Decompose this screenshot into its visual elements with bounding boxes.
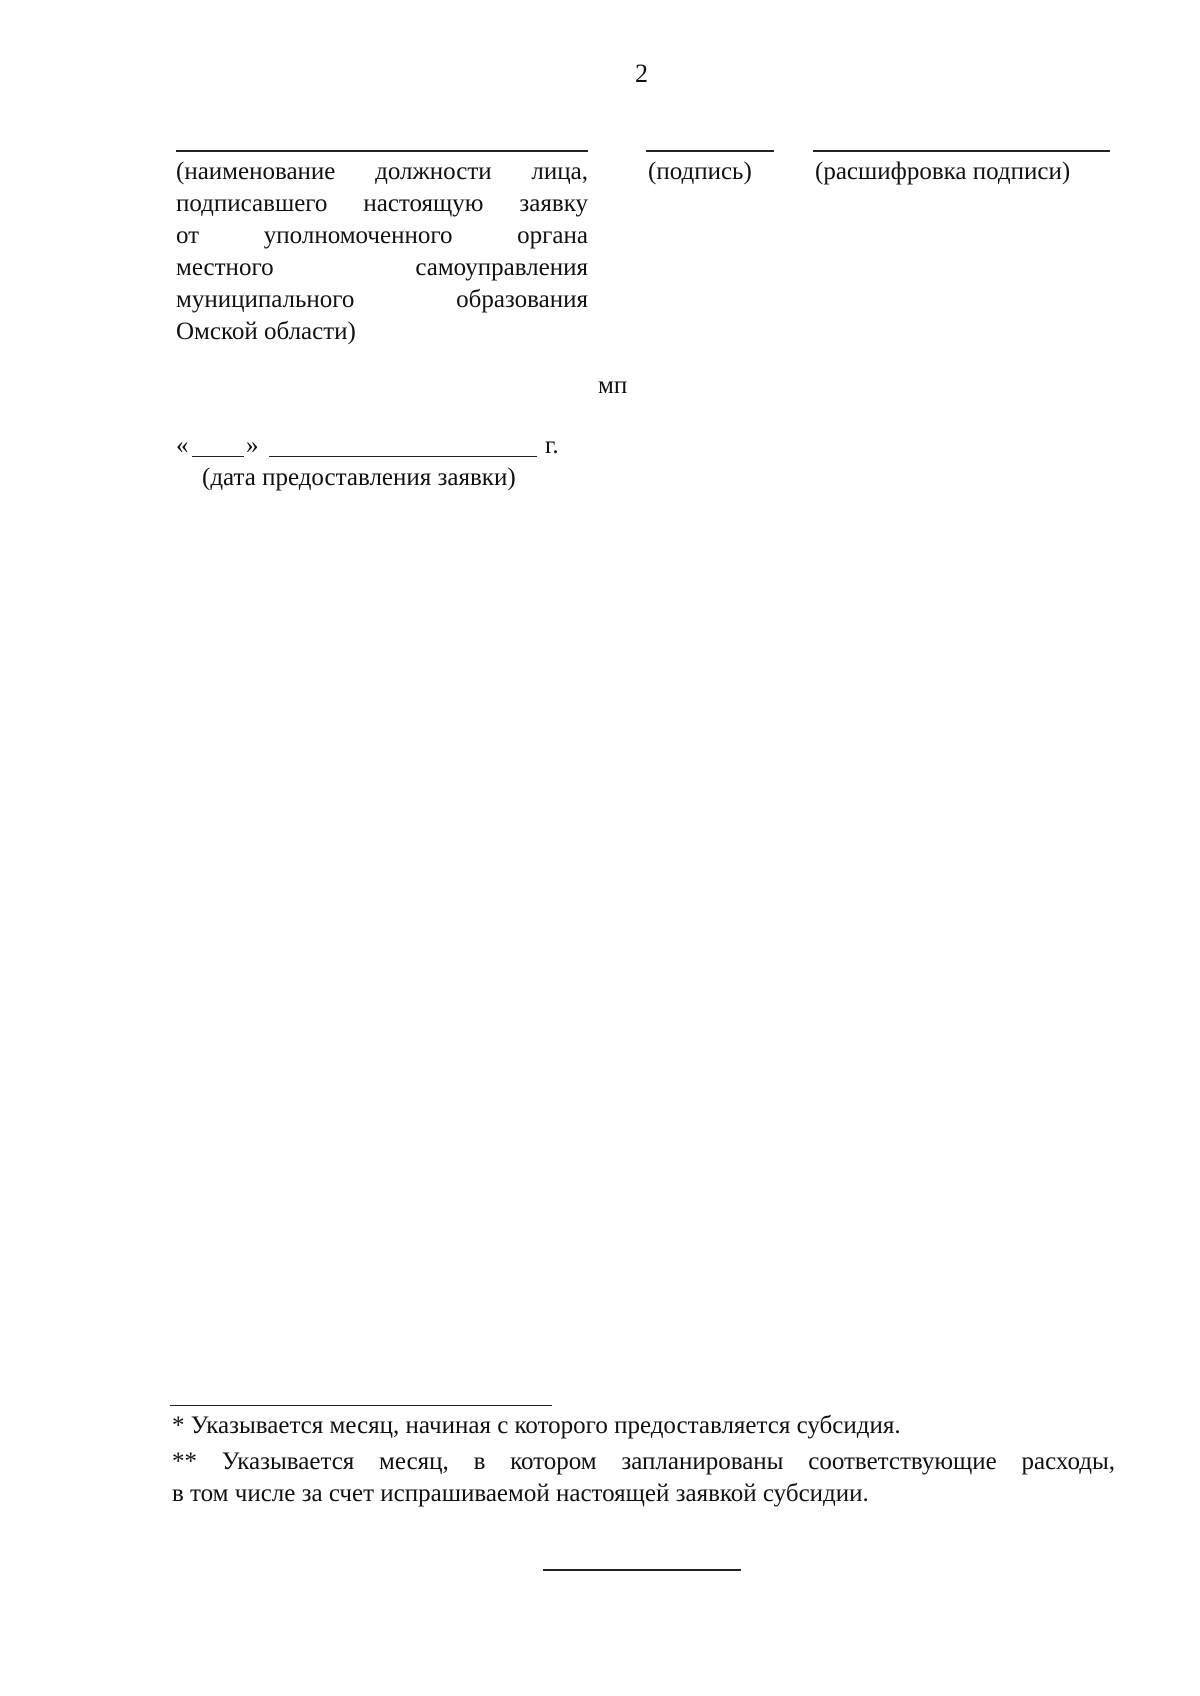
position-caption xyxy=(176,156,588,348)
date-close-quote: » xyxy=(246,432,259,459)
seal-mark: мп xyxy=(598,372,628,399)
position-caption-line: от уполномоченного органа xyxy=(176,222,588,249)
position-caption-line: муниципального образования xyxy=(176,286,588,313)
position-caption-line: (наименование должности лица, xyxy=(176,158,588,185)
date-day-blank xyxy=(192,456,244,457)
date-month-blank xyxy=(269,456,537,457)
position-caption-line: местного самоуправления xyxy=(176,254,588,281)
signature-caption: (подпись) xyxy=(648,158,752,185)
position-caption-line: Омской области) xyxy=(176,318,356,345)
date-caption: (дата предоставления заявки) xyxy=(202,464,516,491)
page-number: 2 xyxy=(635,59,648,88)
signature-line xyxy=(646,150,774,152)
footnote-2-line: в том числе за счет испрашиваемой настоящей заявкой субсидии. xyxy=(172,1480,869,1507)
footnote-1: * Указывается месяц, начиная с которого предоставляется субсидия. xyxy=(172,1412,901,1439)
position-caption-line: подписавшего настоящую заявку xyxy=(176,190,588,217)
date-year-suffix: г. xyxy=(545,432,559,459)
position-signature-line xyxy=(176,150,588,152)
signature-decoding-caption: (расшифровка подписи) xyxy=(815,158,1071,185)
signature-decoding-line xyxy=(813,150,1110,152)
date-open-quote: « xyxy=(176,432,189,459)
end-rule xyxy=(543,1569,741,1571)
footnote-separator xyxy=(170,1405,552,1406)
footnote-2 xyxy=(172,1446,1115,1510)
footnote-2-line: ** Указывается месяц, в котором запланированы соответствующие расходы, xyxy=(172,1448,1115,1475)
